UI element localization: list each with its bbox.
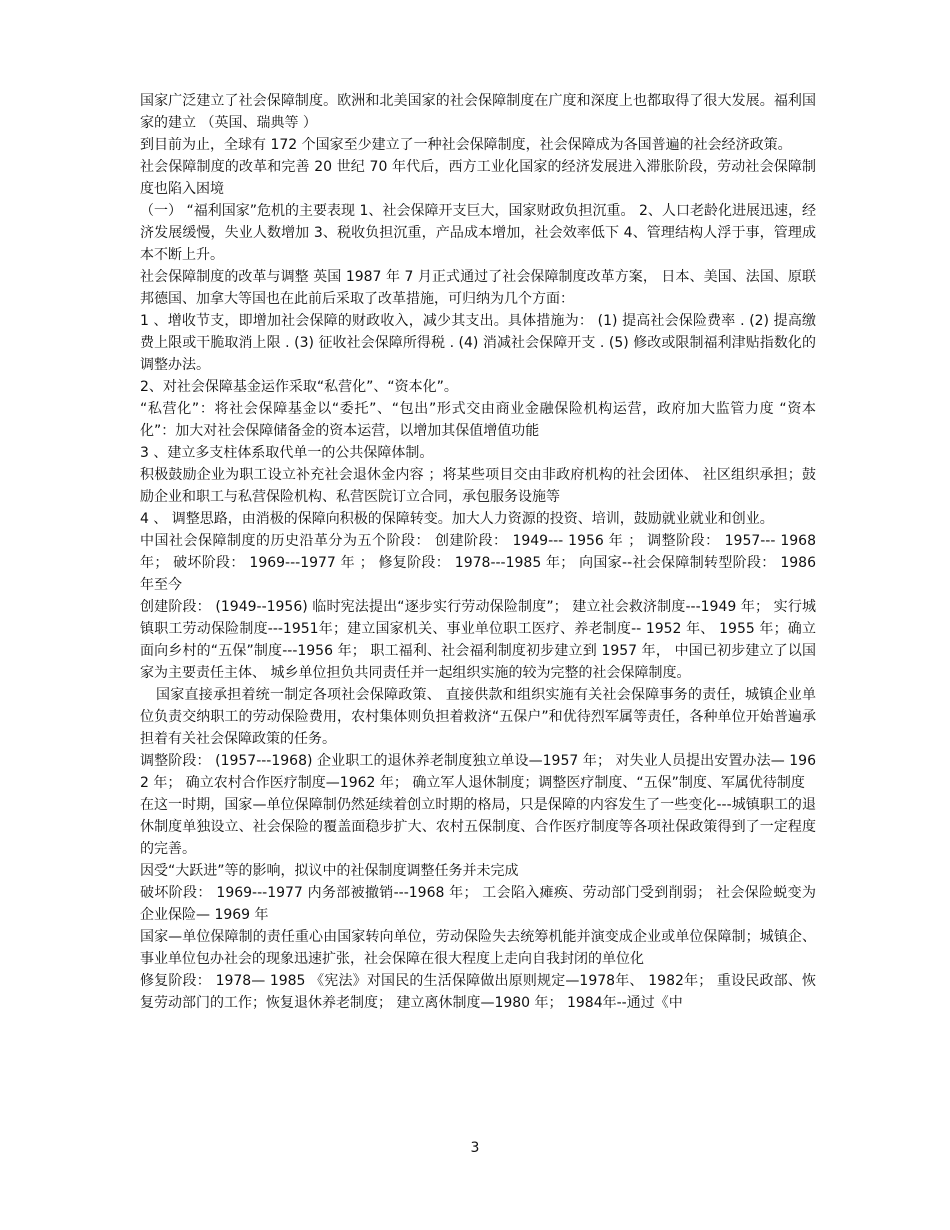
paragraph-10: 积极鼓励企业为职工设立补充社会退休金内容 ；将某些项目交由非政府机构的社会团体、 社区组织承担；鼓励企业和职工与私营保险机构、私营医院订立合同，承包服务设施等 [140, 467, 816, 505]
page-number: 3 [470, 1140, 480, 1156]
paragraph-19: 国家—单位保障制的责任重心由国家转向单位，劳动保险失去统筹机能并演变成企业或单位保障制；城镇企、事业单位包办社会的现象迅速扩张，社会保障在很大程度上走向自我封闭的单位化 [140, 929, 816, 967]
paragraph-2: 到目前为止，全球有 172 个国家至少建立了一种社会保障制度，社会保障成为各国普遍的社会经济政策。 [140, 137, 792, 153]
paragraph-14: 国家直接承担着统一制定各项社会保障政策、 直接供款和组织实施有关社会保障事务的责任，城镇企业单位负责交纳职工的劳动保险费用，农村集体则负担着救济“五保户”和优待烈军属等责任，各种单位开始普遍承担着有关社会保障政策的任务。 [140, 687, 816, 747]
document-body [140, 90, 816, 1014]
paragraph-8: “私营化”：将社会保障基金以“委托”、“包出”形式交由商业金融保险机构运营，政府加大监管力度 “资本化”：加大对社会保障储备金的资本运营，以增加其保值增值功能 [140, 401, 816, 439]
paragraph-16: 在这一时期，国家—单位保障制仍然延续着创立时期的格局，只是保障的内容发生了一些变化---城镇职工的退休制度单独设立、社会保险的覆盖面稳步扩大、农村五保制度、合作医疗制度等各项社保政策得到了一定程度的完善。 [140, 797, 816, 857]
paragraph-17: 因受“大跃进”等的影响，拟议中的社保制度调整任务并未完成 [140, 863, 519, 879]
paragraph-11: 4 、 调整思路，由消极的保障向积极的保障转变。加大人力资源的投资、培训，鼓励就业就业和创业。 [140, 511, 774, 527]
paragraph-20: 修复阶段： 1978— 1985 《宪法》对国民的生活保障做出原则规定—1978年、 1982年； 重设民政部、恢复劳动部门的工作；恢复退休养老制度； 建立离休制度—1980 年； 1984年--通过《中 [140, 973, 816, 1011]
paragraph-12: 中国社会保障制度的历史沿革分为五个阶段： 创建阶段： 1949--- 1956 年 ； 调整阶段： 1957--- 1968 年； 破坏阶段： 1969---1977 年 ； 修复阶段： 1978---1985 年； 向国家--社会保障制转型阶段： 1986年至今 [140, 533, 816, 593]
paragraph-6: 1 、增收节支，即增加社会保障的财政收入，减少其支出。具体措施为： (1) 提高社会保险费率 . (2) 提高缴费上限或干脆取消上限 . (3) 征收社会保障所得税 . (4) 消减社会保障开支 . (5) 修改或限制福利津贴指数化的调整办法。 [140, 313, 816, 373]
paragraph-18: 破坏阶段： 1969---1977 内务部被撤销---1968 年； 工会陷入瘫痪、劳动部门受到削弱； 社会保险蜕变为企业保险— 1969 年 [140, 885, 816, 923]
paragraph-1: 国家广泛建立了社会保障制度。欧洲和北美国家的社会保障制度在广度和深度上也都取得了很大发展。福利国家的建立 （英国、瑞典等 ） [140, 93, 816, 131]
paragraph-3: 社会保障制度的改革和完善 20 世纪 70 年代后，西方工业化国家的经济发展进入滞胀阶段，劳动社会保障制度也陷入困境 [140, 159, 816, 197]
paragraph-13: 创建阶段： (1949--1956) 临时宪法提出“逐步实行劳动保险制度”； 建立社会救济制度---1949 年； 实行城镇职工劳动保险制度---1951年；建立国家机关、事业单位职工医疗、养老制度-- 1952 年、 1955 年；确立面向乡村的“五保”制度---1956 年； 职工福利、社会福利制度初步建立到 1957 年， 中国已初步建立了以国家为主要责任主体、 城乡单位担负共同责任并一起组织实施的较为完整的社会保障制度。 [140, 599, 816, 681]
paragraph-7: 2、对社会保障基金运作采取“私营化”、“资本化”。 [140, 379, 458, 395]
paragraph-4: （一） “福利国家”危机的主要表现 1、社会保障开支巨大，国家财政负担沉重。 2、人口老龄化进展迅速，经济发展缓慢，失业人数增加 3、税收负担沉重，产品成本增加，社会效率低下 4、管理结构人浮于事，管理成本不断上升。 [140, 203, 816, 263]
paragraph-5: 社会保障制度的改革与调整 英国 1987 年 7 月正式通过了社会保障制度改革方案， 日本、美国、法国、原联邦德国、加拿大等国也在此前后采取了改革措施，可归纳为几个方面： [140, 269, 816, 307]
paragraph-9: 3 、建立多支柱体系取代单一的公共保障体制。 [140, 445, 434, 461]
paragraph-15: 调整阶段： (1957---1968) 企业职工的退休养老制度独立单设—1957 年； 对失业人员提出安置办法— 1962 年； 确立农村合作医疗制度—1962 年； 确立军人退休制度；调整医疗制度、“五保”制度、军属优待制度 [140, 753, 816, 791]
